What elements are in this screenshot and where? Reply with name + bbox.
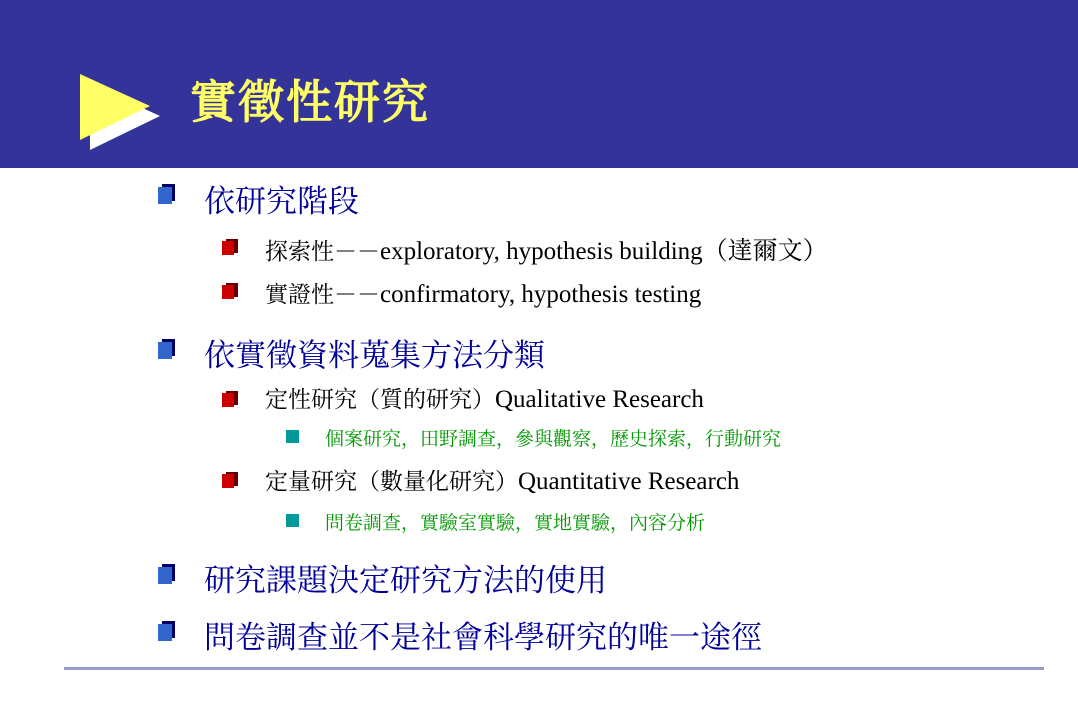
qualitative-en: Qualitative Research bbox=[495, 386, 704, 413]
square-bullet-icon bbox=[158, 621, 178, 643]
square-bullet-icon bbox=[222, 391, 240, 409]
bullet-topic-decides-method: 研究課題決定研究方法的使用 bbox=[204, 563, 607, 599]
square-bullet-icon bbox=[286, 430, 300, 444]
bullet-data-collection: 依實徵資料蒐集方法分類 bbox=[204, 338, 545, 374]
slide-title: 實徵性研究 bbox=[190, 75, 430, 129]
footer-divider bbox=[64, 667, 1044, 670]
exploratory-tail: （達爾文） bbox=[702, 236, 828, 265]
square-bullet-icon bbox=[222, 283, 240, 301]
bullet-exploratory bbox=[265, 231, 828, 267]
square-bullet-icon bbox=[222, 472, 240, 490]
square-bullet-icon bbox=[286, 514, 300, 528]
square-bullet-icon bbox=[158, 564, 178, 586]
arrow-icon bbox=[78, 72, 168, 152]
qualitative-methods: 個案研究，田野調查，參與觀察，歷史探索，行動研究 bbox=[325, 428, 782, 450]
bullet-qualitative bbox=[265, 381, 704, 414]
square-bullet-icon bbox=[158, 184, 178, 206]
quantitative-en: Quantitative Research bbox=[518, 468, 740, 495]
square-bullet-icon bbox=[158, 339, 178, 361]
bullet-quantitative bbox=[265, 463, 739, 496]
square-bullet-icon bbox=[222, 239, 240, 257]
confirmatory-en: confirmatory, hypothesis testing bbox=[380, 281, 702, 308]
confirmatory-label: 實證性－－ bbox=[265, 282, 380, 308]
exploratory-en: exploratory, hypothesis building bbox=[380, 238, 703, 265]
bullet-research-stage: 依研究階段 bbox=[204, 184, 359, 220]
bullet-confirmatory bbox=[265, 276, 701, 309]
exploratory-label: 探索性－－ bbox=[265, 239, 380, 265]
qualitative-label: 定性研究（質的研究） bbox=[265, 387, 495, 413]
bullet-survey-not-only: 問卷調查並不是社會科學研究的唯一途徑 bbox=[204, 620, 762, 656]
quantitative-methods: 問卷調查，實驗室實驗，實地實驗，內容分析 bbox=[325, 512, 706, 534]
quantitative-label: 定量研究（數量化研究） bbox=[265, 469, 518, 495]
